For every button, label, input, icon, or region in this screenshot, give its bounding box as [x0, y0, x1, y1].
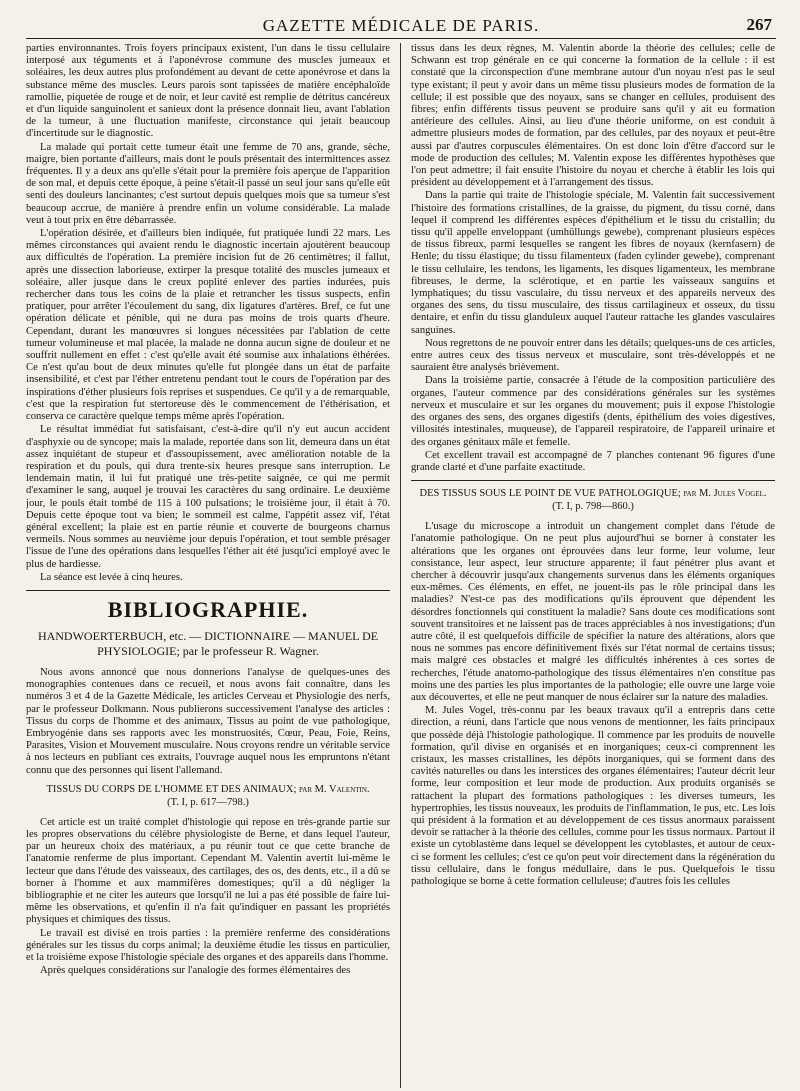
paragraph: Nous regrettons de ne pouvoir entrer dans les détails; quelques-uns de ces articles, entre autres ceux des tissus nerveux et musculaire, sont très-développés et ne sauraient être analysés brièvement. [411, 337, 775, 374]
columns [26, 43, 776, 1088]
article-title: DES TISSUS SOUS LE POINT DE VUE PATHOLOGIQUE; par M. Jules Vogel. [419, 488, 767, 500]
right-column [403, 43, 775, 1088]
article-heading [26, 783, 390, 809]
paragraph: Cet article est un traité complet d'histologie qui repose en très-grande partie sur les propres observations du célèbre physiologiste de Berne, et dans lequel l'auteur, par un heureux choix des matériaux, a pu réunir tout ce que cette branche de l'anatomie renferme de plus important. Cependant M. Valentin avertit lui-même le lecteur que dans l'étude des vaisseaux, des cartilages, des os, des dents, etc., il a dû se borner à l'homme et aux mammifères domestiques; qu'il a dû négliger la bibliographie et ne citer les auteurs que lorsqu'il ne lui a pas été possible de faire lui-même les observations, et qu'enfin il n'a fait qu'indiquer en passant les propriétés physiques et chimiques des tissus. [26, 816, 390, 926]
article-title: TISSUS DU CORPS DE L'HOMME ET DES ANIMAUX; par M. Valentin. [46, 783, 370, 795]
section-divider [26, 590, 390, 591]
paragraph: Nous avons annoncé que nous donnerions l'analyse de quelques-unes des monographies contenues dans ce recueil, et nous avons fait connaître, dans les numéros 3 et 4 de la Gazette Médicale, les articles Cerveau et Physiologie des nerfs, par le professeur Dolkmann. Nous publierons successivement l'analyse des articles : Tissus du corps de l'homme et des animaux, Tissus au point de vue pathologique, Embryogénie dans ses rapports avec les monstruosités, Cœur, Peau, Foie, Reins, Parasites, Vision et Mouvement musculaire. Nous croyons rendre un véritable service à nos lecteurs en publiant ces extraits, l'ouvrage auquel nous les empruntons n'étant connu que des personnes qui lisent l'allemand. [26, 666, 390, 776]
article-heading [411, 487, 775, 513]
paragraph: L'usage du microscope a introduit un changement complet dans l'étude de l'anatomie pathologique. On ne peut plus aujourd'hui se borner à constater les altérations que les organes ont éprouvées dans leur forme, leur volume, leur consistance, leur aspect, leur structure apparente; il faut pénétrer plus avant et chercher à découvrir jusqu'aux changements survenus dans les éléments organiques eux-mêmes. Ces éléments, en effet, ne jouent-ils pas le rôle principal dans les maladies? N'est-ce pas des modifications qu'ils éprouvent que dépendent les désordres fonctionnels qui constituent la maladie? Sans doute ces modifications sont souvent transitoires et ne laissent pas de traces appréciables à nos investigations; d'un autre côté, il est quelquefois difficile de spécifier la nature des altérations, alors que nous ne sommes pas encore définitivement fixés sur l'état normal de certains tissus; mais malgré ces obstacles et malgré les difficultés inhérentes à ces sortes de recherches, l'étude anatomo-pathologique des tissus élémentaires n'en constitue pas moins une des parties les plus importantes de la pathologie; elle ouvre une large voie aux découvertes, et elle ne peut manquer de nous éclairer sur la nature des maladies. [411, 521, 775, 703]
paragraph: Cet excellent travail est accompagné de 7 planches contenant 96 figures d'une grande clarté et d'une parfaite exactitude. [411, 449, 775, 473]
paragraph: parties environnantes. Trois foyers principaux existent, l'un dans le tissu cellulaire interposé aux téguments et à l'aponévrose commune des muscles jumeaux et soléaires, les deux autres plus profondément au devant de cette aponévrose et dans la substance même des muscles. Leurs parois sont tapissées de matière encéphaloïde ramollie, piquetée de rouge et de noir, et leur cavité est remplie de détritus cancéreux et d'un liquide sanguinolent et sanieux dont la présence donnait lieu, avant l'ablation de la tumeur, à une fluctuation manifeste, circonstance qui jetait beaucoup d'incertitude sur le diagnostic. [26, 43, 390, 140]
journal-title: GAZETTE MÉDICALE DE PARIS. [262, 16, 540, 35]
page-header [26, 10, 776, 39]
session-closing: La séance est levée à cinq heures. [40, 571, 183, 583]
paragraph: Après quelques considérations sur l'analogie des formes élémentaires des [40, 965, 351, 977]
article-reference: (T. I, p. 617—798.) [167, 796, 249, 808]
paragraph: La malade qui portait cette tumeur était une femme de 70 ans, grande, sèche, maigre, bien portante d'ailleurs, mais dont le pouls présentait des intermittences assez fréquentes. Il y a deux ans qu'elle s'était pour la première fois aperçue de l'apparition de son mal, et depuis cette époque, à peine s'était-il passé un seul jour sans qu'elle eût senti des douleurs lancinantes; c'est surtout depuis quelques mois que sa tumeur s'est beaucoup accrue, de manière à prendre enfin un volume considérable. La malade veut à tout prix en être débarrassée. [26, 141, 390, 226]
paragraph: L'opération désirée, et d'ailleurs bien indiquée, fut pratiquée lundi 22 mars. Les mêmes circonstances qui avaient rendu le diagnostic incertain ajoutèrent beaucoup aux difficultés de l'opération. La première incision fut de 26 centimètres; il fallut, après une dissection laborieuse, extirper la presque totalité des muscles jumeaux et soléaire, aller jusque dans le creux poplité enlever des parties indurées, puis rechercher dans tous les coins de la plaie et retrancher les tissus suspects, enfin pratiquer, pour arrêter l'écoulement du sang, dix ligatures d'artères. Bref, ce fut une opération délicate et pénible, qui ne dura pas moins de trois quarts d'heure. Cependant, durant les manœuvres si longues nécessitées par l'ablation de cette tumeur volumineuse et mal placée, la malade ne donna aucun signe de douleur et ne souffrit nullement en effet : c'est qu'elle avait été soumise aux inhalations éthérées. Ce n'est qu'au bout de deux minutes qu'elle fut plongée dans un état de parfaite insensibilité, et c'est par l'éther entretenu pendant tout le cours de l'opération par des inspirations d'éther plusieurs fois reprises et suspendues. Ce qu'il y a de remarquable, c'est que la respiration fut stertoreuse dès le commencement de l'éthérisation, et conserva ce caractère quelque temps même après l'opération. [26, 228, 390, 423]
column-rule [400, 43, 401, 1088]
paragraph: M. Jules Vogel, très-connu par les beaux travaux qu'il a entrepris dans cette direction, a réuni, dans l'article que nous venons de mentionner, les faits principaux que possède déjà l'histologie pathologique. Il commence par les produits de nouvelle formation, qu'il divise en organisés et en inorganiques; ceux-ci comprennent les cristaux, les masses cristallines, les dépôts inorganiques, qui se forment dans des cavités naturelles ou dans les interstices des organes élémentaires; l'auteur décrit leur forme, leur composition et leur mode de production. Aux produits organisés se rattachent la plupart des formations pathologiques : les diverses tumeurs, les hypertrophies, les tissus nouveaux, les produits de l'inflammation, le pus, etc. Les lois qui président à la formation et au développement de ces tissus anormaux paraissent devoir se rattacher à la théorie des cellules, comme pour les tissus normaux. Partout il existe un cytoblastème dans lequel se développent les cytoblastes, et autour de ceux-ci se forment les cellules; c'est ce qu'on peut voir directement dans la régénération du tissu cellulaire, dans le fongus médullaire, dans le pus. Quelquefois le tissu pathologique se borne à cette formation celluleuse; d'autres fois les cellules [411, 705, 775, 887]
paragraph: Dans la troisième partie, consacrée à l'étude de la composition particulière des organes, l'auteur commence par des considérations générales sur les systèmes nerveux et musculaire et sur les organes du mouvement; puis il expose l'histologie des organes des sens, des organes digestifs (dents, épithélium des voies digestives, villosités intestinales, muqueuse), de l'appareil respiratoire, de l'appareil urinaire et des organes génitaux mâle et femelle. [411, 375, 775, 448]
page-number: 267 [746, 15, 772, 34]
bibliography-subhead: HANDWOERTERBUCH, etc. — DICTIONNAIRE — MANUEL DE PHYSIOLOGIE; par le professeur R. Wagner. [37, 628, 379, 658]
paragraph: tissus dans les deux règnes, M. Valentin aborde la théorie des cellules; celle de Schwann est trop générale en ce qui concerne la formation de la cellule : il est constaté que la circonspection d'une membrane autour d'un noyau n'est pas le seul type existant; il peut y avoir dans un même tissu plusieurs modes de formation de la cellule; il est possible que des noyaux, sans se changer en cellules, produisent des fibres; enfin différents tissus peuvent se produire sans qu'il y ait eu formation antérieure des cellules. Ainsi, au lieu d'une théorie uniforme, on est conduit à admettre plusieurs modes de formation, par des cellules, par des noyaux et peut-être aussi par d'autres corpuscules élémentaires. On est donc loin d'être d'accord sur le mode de production des cellules; M. Valentin expose les différentes hypothèses que l'on peut admettre; il fait ensuite l'histoire du noyau et cherche à établir les lois qui président au développement et à l'arrangement des tissus. [411, 43, 775, 189]
paragraph: Le travail est divisé en trois parties : la première renferme des considérations générales sur les tissus du corps animal; la deuxième étudie les tissus en particulier, et la troisième expose l'histologie spéciale des organes et des appareils dans l'homme. [26, 927, 390, 963]
bibliography-title: BIBLIOGRAPHIE. [107, 596, 309, 622]
left-column [26, 43, 398, 1088]
paragraph: Dans la partie qui traite de l'histologie spéciale, M. Valentin fait successivement l'histoire des formations cristallines, de la graisse, du pigment, du tissu corné, dans lequel il comprend les différentes espèces d'épithélium et le tissu du cristallin; du tissu qu'il appelle enveloppant (umhüllungs gewebe), comprenant plusieurs espèces de tissus fibreux, parmi lesquelles se rangent les fibres de noyaux (kernfasern) de Henle; du tissu élastique; du tissu filamenteux (faden cylinder gewebe), comprenant le tissu cellulaire, les tendons, les ligaments, les disques ligamenteux, les membrane fibreuses, le derme, la sclérotique, et en partie les vaisseaux sanguins et lymphatiques; du tissu vasculaire, du tissu nerveux et des appareils nerveux des organes des sens, du tissu musculaire, des tissus cartilagineux et osseux, du tissu dentaire, et enfin du tissu glanduleux auquel l'auteur rattache les glandes vasculaires sanguines. [411, 190, 775, 336]
article-reference: (T. I, p. 798—860.) [552, 501, 634, 513]
paragraph: Le résultat immédiat fut satisfaisant, c'est-à-dire qu'il n'y eut aucun accident d'asphyxie ou de syncope; mais la malade, reportée dans son lit, demeura dans un état assez inquiétant de stupeur et d'assoupissement, avec amélioration notable de la respiration et du pouls, qui dura trente-six heures presque sans interruption. Le lendemain matin, il lui fut pratiqué une très-petite saignée, ce qui me permit d'examiner le sang, auquel je trouvai les caractères du sang ordinaire. Le deuxième jour, le pouls était tombé de 115 à 100 pulsations; le troisième jour, il était à 70. Depuis cette époque tout va bien; le sommeil est calme, l'appétit assez vif, l'état général excellent; la plaie est en partie réunie et couverte de bourgeons charnus vermeils. Nous sommes au neuvième jour depuis l'opération, et tout semble présager l'issue de l'une des opérations dans lesquelles l'éther ait été jusqu'ici employé avec le plus de hardiesse. [26, 424, 390, 570]
section-divider [411, 480, 775, 481]
